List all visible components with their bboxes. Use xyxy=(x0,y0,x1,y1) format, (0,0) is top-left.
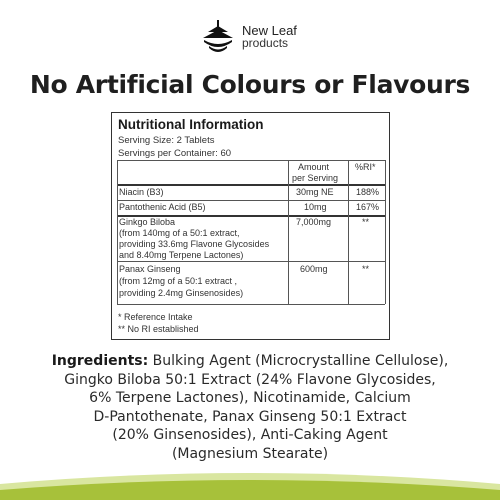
brand-subtitle: products xyxy=(242,36,289,50)
nutrition-panel xyxy=(111,112,390,340)
ingredients-line: (20% Ginsenosides), Anti-Caking Agent xyxy=(112,427,388,443)
header-rule xyxy=(117,184,385,186)
table-right-rule xyxy=(385,160,386,304)
nutrient-ri: 167% xyxy=(356,202,380,212)
ingredients-line: 6% Terpene Lactones), Nicotinamide, Calcium xyxy=(89,390,411,406)
nutrient-detail: providing 2.4mg Ginsenosides) xyxy=(119,288,244,298)
row-rule xyxy=(117,261,385,262)
ingredients-line-text: Bulking Agent (Microcrystalline Cellulose), xyxy=(148,353,449,369)
col-rule xyxy=(348,160,349,304)
tree-icon xyxy=(200,20,236,56)
nutrient-amount: 10mg xyxy=(304,202,327,212)
footnote-reference-intake: * Reference Intake xyxy=(118,312,193,322)
ingredients-line xyxy=(20,352,480,371)
ingredients-text xyxy=(20,352,480,463)
nutrient-name: Ginkgo Biloba xyxy=(119,217,176,227)
panel-title: Nutritional Information xyxy=(118,117,264,132)
col-rule xyxy=(288,160,289,304)
table-top-rule xyxy=(117,160,385,161)
nutrient-ri: ** xyxy=(362,217,370,227)
table-left-rule xyxy=(117,160,118,304)
ingredients-label: Ingredients: xyxy=(51,353,149,369)
nutrient-detail: providing 33.6mg Flavone Glycosides xyxy=(119,239,270,249)
ingredients-line: (Magnesium Stearate) xyxy=(171,445,329,462)
col-header-ri: %RI* xyxy=(355,162,376,172)
serving-size: Serving Size: 2 Tablets xyxy=(118,135,215,146)
ingredients-line: Gingko Biloba 50:1 Extract (24% Flavone Glycosides, xyxy=(64,371,436,388)
row-rule xyxy=(117,200,385,201)
nutrient-name: Pantothenic Acid (B5) xyxy=(119,202,206,212)
col-header-amount: Amount xyxy=(298,162,330,172)
nutrient-name: Panax Ginseng xyxy=(119,264,181,274)
headline: No Artificial Colours or Flavours xyxy=(29,70,471,99)
nutrient-detail: and 8.40mg Terpene Lactones) xyxy=(119,250,244,260)
nutrient-amount: 7,000mg xyxy=(296,217,332,227)
nutrient-ri: ** xyxy=(362,264,370,274)
footnote-no-ri: ** No RI established xyxy=(118,324,199,334)
brand-logo xyxy=(200,20,320,56)
brand-name: New Leaf xyxy=(242,23,297,38)
servings-per-container: Servings per Container: 60 xyxy=(118,148,232,159)
nutrient-detail: (from 140mg of a 50:1 extract, xyxy=(119,228,240,238)
green-wave-decoration xyxy=(0,462,500,500)
nutrient-amount: 600mg xyxy=(300,264,328,274)
nutrient-name: Niacin (B3) xyxy=(119,187,164,197)
nutrient-detail: (from 12mg of a 50:1 extract , xyxy=(119,276,238,286)
table-bottom-rule xyxy=(117,304,385,305)
col-header-amount-sub: per Serving xyxy=(292,173,339,183)
nutrient-amount: 30mg NE xyxy=(296,187,334,197)
nutrient-ri: 188% xyxy=(356,187,380,197)
ingredients-line: D-Pantothenate, Panax Ginseng 50:1 Extract xyxy=(93,408,407,425)
